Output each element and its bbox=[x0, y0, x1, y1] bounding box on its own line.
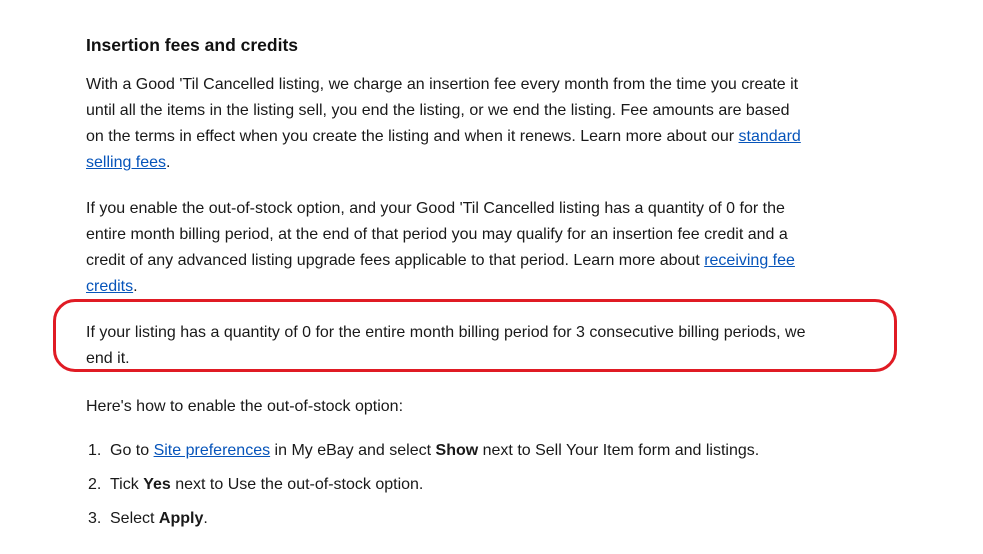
step-text: Go to bbox=[110, 442, 154, 459]
highlight-annotation-box bbox=[53, 299, 897, 372]
standard-selling-fees-link[interactable]: standard selling fees bbox=[86, 128, 801, 171]
step-text: next to Use the out-of-stock option. bbox=[170, 476, 424, 493]
insertion-fee-paragraph bbox=[86, 72, 811, 176]
list-item bbox=[86, 506, 759, 532]
list-item bbox=[86, 438, 759, 464]
step-text: Tick bbox=[110, 476, 144, 493]
step-number: 1. bbox=[88, 442, 102, 459]
out-of-stock-credit-paragraph bbox=[86, 196, 811, 300]
section-heading: Insertion fees and credits bbox=[86, 35, 299, 55]
insertion-fee-text: With a Good 'Til Cancelled listing, we charge an insertion fee every month from the time you create it until all the items in the listing sell, you end the listing, or we end the listing. Fee amounts are based on the terms in effect when you create the listing and when it renews. Learn more about our bbox=[86, 76, 799, 145]
step-text: . bbox=[203, 510, 208, 527]
step-text: in My eBay and select bbox=[270, 442, 436, 459]
step-number: 3. bbox=[88, 510, 102, 527]
step-text: Select bbox=[110, 510, 159, 527]
step-text: next to Sell Your Item form and listings. bbox=[478, 442, 760, 459]
insertion-fee-end: . bbox=[166, 154, 171, 171]
list-item bbox=[86, 472, 759, 498]
step-bold: Show bbox=[435, 442, 479, 459]
credit-text: If you enable the out-of-stock option, and your Good 'Til Cancelled listing has a quantity of 0 for the entire month billing period, at the end of that period you may qualify for an insertion fee credit and a credit of any advanced listing upgrade fees applicable to that period. Learn more about bbox=[86, 200, 788, 269]
credit-end: . bbox=[133, 278, 138, 295]
end-listing-paragraph: If your listing has a quantity of 0 for the entire month billing period for 3 consecutive billing periods, we end it. bbox=[86, 324, 806, 367]
step-bold: Yes bbox=[143, 476, 171, 493]
step-bold: Apply bbox=[158, 510, 204, 527]
receiving-fee-credits-link[interactable]: receiving fee credits bbox=[86, 252, 795, 295]
step-number: 2. bbox=[88, 476, 102, 493]
site-preferences-link[interactable]: Site preferences bbox=[153, 442, 271, 459]
how-to-enable-paragraph: Here's how to enable the out-of-stock option: bbox=[86, 398, 404, 415]
steps-list bbox=[86, 438, 759, 540]
